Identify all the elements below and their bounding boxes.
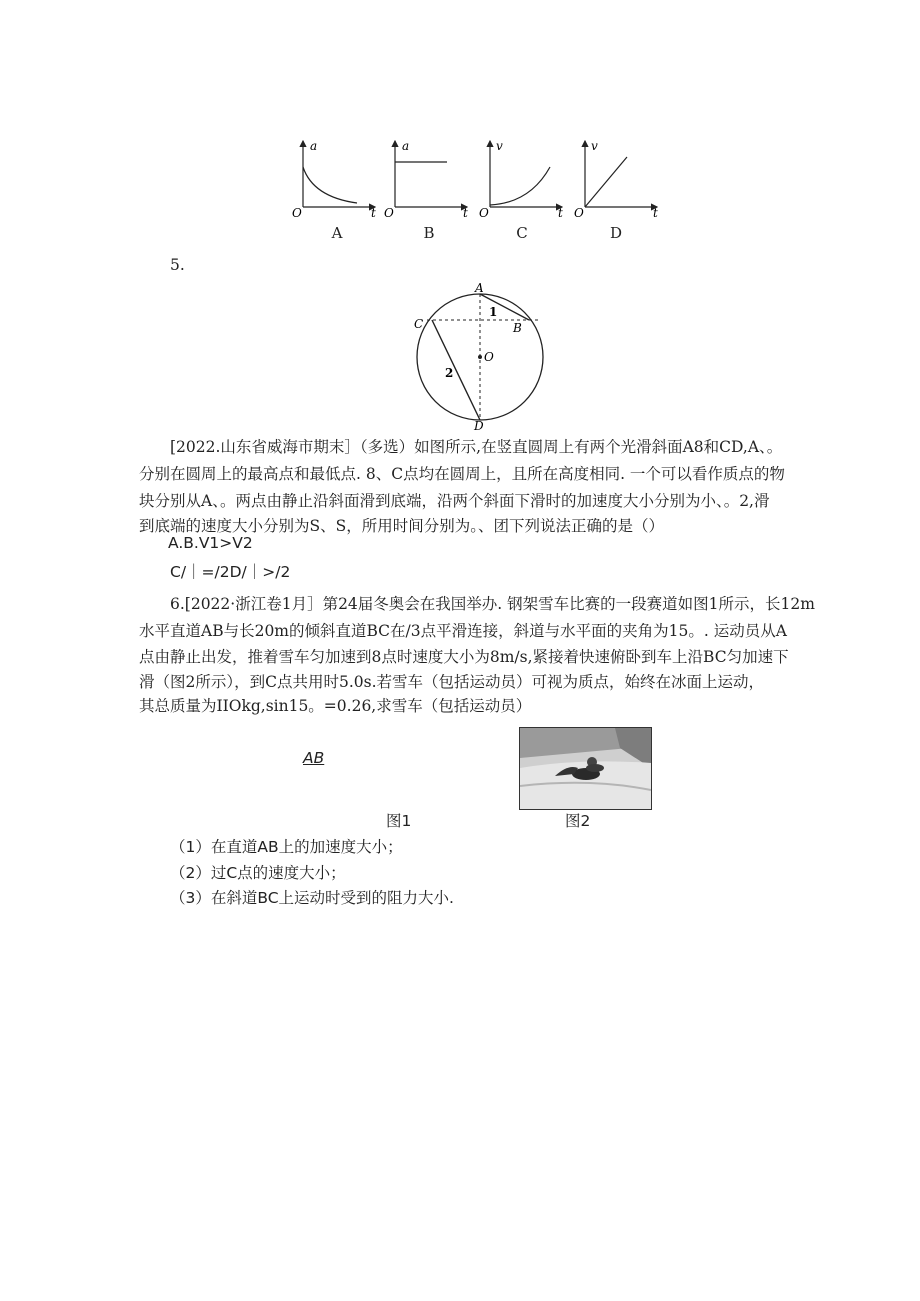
q6-line-2: 水平直道AB与长20m的倾斜直道BC在/3点平滑连接，斜道与水平面的夹角为15。. 运动员从A: [139, 622, 787, 640]
fig1-caption: 图1: [386, 812, 412, 830]
fig2-caption: 图2: [565, 812, 591, 830]
q6-sub-2: （2）过C点的速度大小；: [170, 864, 346, 882]
label-point-d: D: [474, 419, 484, 430]
q6-line-5: 其总质量为IIOkg,sin15。=0.26,求雪车（包括运动员）: [139, 697, 532, 715]
graph-a-curve: [303, 167, 357, 203]
graph-label-c: C: [516, 224, 528, 242]
label-point-c: C: [414, 317, 424, 331]
q6-line-1: 6.[2022·浙江卷1月］第24届冬奥会在我国举办. 钢架雪车比赛的一段赛道如图1所示，长12m: [170, 595, 815, 613]
circle-diagram: [405, 280, 555, 430]
graph-d-axis-x: t: [653, 206, 658, 220]
graph-d-line: [585, 157, 627, 207]
graph-a-origin: O: [292, 206, 302, 220]
graph-label-d: D: [609, 224, 623, 242]
label-point-o: O: [484, 350, 494, 364]
label-point-a: A: [475, 281, 484, 295]
q6-line-4: 滑（图2所示），到C点共用时5.0s.若雪车（包括运动员）可视为质点，始终在冰面上运动，: [139, 673, 765, 691]
graph-c-curve: [490, 167, 550, 205]
graph-label-a: A: [331, 224, 343, 242]
q5-line-3: 块分别从A、。两点由静止沿斜面滑到底端，沿两个斜面下滑时的加速度大小分别为小、。2,滑: [139, 492, 770, 510]
graph-d-origin: O: [574, 206, 584, 220]
q6-line-3: 点由静止出发，推着雪车匀加速到8点时速度大小为8m∕s,紧接着快速俯卧到车上沿BC匀加速下: [139, 648, 789, 666]
graph-a-axis-x: t: [371, 206, 376, 220]
q5-number: 5.: [170, 256, 185, 274]
q5-option-cd: C/｜=/2D/｜>/2: [170, 563, 291, 581]
q6-sub-1: （1）在直道AB上的加速度大小；: [170, 838, 403, 856]
graph-b-axis-x: t: [463, 206, 468, 220]
label-chord-1: 1: [489, 305, 498, 319]
label-point-b: B: [513, 321, 522, 335]
q5-line-4: 到底端的速度大小分别为S、S，所用时间分别为。、团下列说法正确的是（）: [139, 517, 664, 535]
q5-line-1: [2022.山东省威海市期末］（多选）如图所示,在竖直圆周上有两个光滑斜面A8和CD,A、。: [170, 438, 783, 456]
graph-label-b: B: [423, 224, 435, 242]
figure-2-photo: [519, 727, 652, 810]
q5-line-2: 分别在圆周上的最高点和最低点. 8、C点均在圆周上，且所在高度相同. 一个可以看作质点的物: [139, 465, 785, 483]
q6-sub-3: （3）在斜道BC上运动时受到的阻力大小.: [170, 889, 454, 907]
incline-ab: [480, 294, 529, 320]
graph-b-axis-y: a: [402, 139, 410, 153]
q5-option-ab: A.B.V1>V2: [168, 534, 253, 552]
graph-d-axis-y: v: [591, 139, 598, 153]
graph-c-origin: O: [479, 206, 489, 220]
graph-b-origin: O: [384, 206, 394, 220]
center-point: [478, 355, 482, 359]
graph-a-axis-y: a: [310, 139, 318, 153]
fig1-text: AB: [303, 749, 325, 767]
graph-c-axis-y: v: [496, 139, 503, 153]
graph-c-axis-x: t: [558, 206, 563, 220]
label-chord-2: 2: [445, 366, 454, 380]
motion-graphs: [285, 135, 665, 225]
